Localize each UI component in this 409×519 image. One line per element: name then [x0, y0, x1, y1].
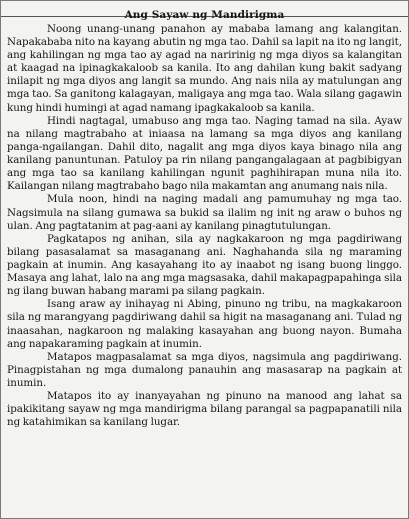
paragraph-7: Matapos ito ay inanyayahan ng pinuno na manood ang lahat sa ipakikitang sayaw ng mga mandirigma bilang parangal sa pagpapanatili nila ng katahimikan sa kanilang lugar.	[7, 390, 402, 429]
paragraph-2: Hindi nagtagal, umabuso ang mga tao. Naging tamad na sila. Ayaw na nilang magtrabaho at iniaasa na lamang sa mga diyos ang kanilang panga-ngailangan. Dahil dito, nagalit ang mga diyos kaya binago nila ang kanilang panuntunan. Patuloy pa rin nilang pangangalagaan at pagbibigyan ang mga tao sa kanilang kahilingan ngunit paghihirapan muna nila ito. Kailangan nilang magtrabaho bago nila makamtan ang anumang nais nila.	[7, 114, 402, 193]
paragraph-5: Isang araw ay inihayag ni Abing, pinuno ng tribu, na magkakaroon sila ng marangyang pagdiriwang dahil sa higit na masaganang ani. Tulad ng inaasahan, nagkaroon ng malaking kasayahan ang buong nayon. Bumaha ang napakaraming pagkain at inumin.	[7, 298, 402, 350]
paragraph-6: Matapos magpasalamat sa mga diyos, nagsimula ang pagdiriwang. Pinagpistahan ng mga dumalong panauhin ang masasarap na pagkain at inumin.	[7, 350, 402, 389]
document-title: Ang Sayaw ng Mandirigma	[124, 9, 285, 21]
paragraph-3: Mula noon, hindi na naging madali ang pamumuhay ng mga tao. Nagsimula na silang gumawa sa bukid sa ilalim ng init ng araw o buhos ng ulan. Ang pagtatanim at pag-aani ay kanilang pinagtutulungan.	[7, 193, 402, 232]
paragraph-4: Pagkatapos ng anihan, sila ay nagkakaroon ng mga pagdiriwang bilang pasasalamat sa masaganang ani. Naghahanda sila ng maraming pagkain at inumin. Ang kasayahang ito ay inaabot ng isang buong linggo. Masaya ang lahat, lalo na ang mga magsasaka, dahil makapagpapahinga sila ng ilang buwan habang marami pa silang pagkain.	[7, 232, 402, 298]
title-bar	[1, 3, 408, 21]
paragraph-1: Noong unang-unang panahon ay mababa lamang ang kalangitan. Napakababa nito na kayang abutin ng mga tao. Dahil sa lapit na ito ng langit, ang kahilingan ng mga tao ay agad na naririnig ng mga diyos sa kalangitan at kaagad na ipinagkakaloob sa kanila. Ito ang dahilan kung bakit sadyang inilapit ng mga diyos ang langit sa mundo. Ang nais nila ay matulungan ang mga tao. Sa ganitong kalagayan, maligaya ang mga tao. Wala silang gagawin kung hindi humingi at agad namang ipagkakaloob sa kanila.	[7, 23, 402, 114]
